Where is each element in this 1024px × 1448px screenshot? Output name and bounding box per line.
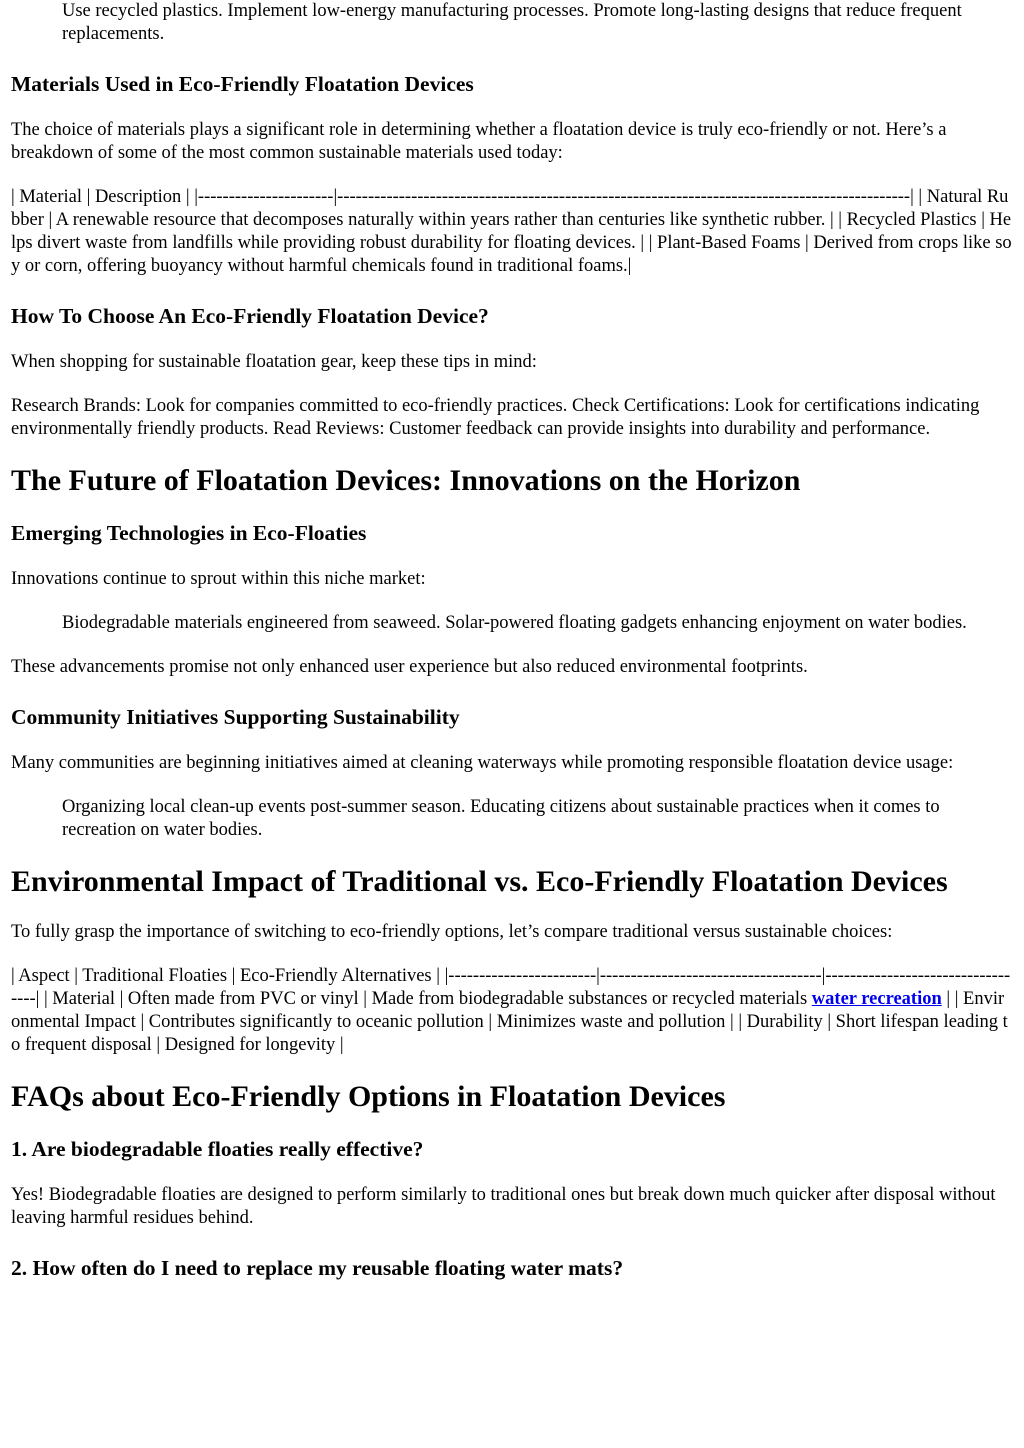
- materials-paragraph: The choice of materials plays a significant role in determining whether a floatation device is truly eco-friendly or not. Here’s a breakdown of some of the most common sustainable materials used today:: [11, 120, 947, 163]
- water-recreation-link[interactable]: water recreation: [811, 989, 942, 1009]
- faq-question-2: 2. How often do I need to replace my reusable floating water mats?: [11, 1256, 624, 1280]
- materials-heading: Materials Used in Eco-Friendly Floatation Devices: [11, 72, 474, 96]
- future-heading: The Future of Floatation Devices: Innovations on the Horizon: [11, 464, 801, 497]
- impact-heading: Environmental Impact of Traditional vs. Eco-Friendly Floatation Devices: [11, 865, 948, 898]
- faq-answer-1: Yes! Biodegradable floaties are designed to perform similarly to traditional ones but break down much quicker after disposal without leaving harmful residues behind.: [11, 1185, 996, 1228]
- faqs-heading: FAQs about Eco-Friendly Options in Floatation Devices: [11, 1080, 726, 1113]
- community-intro: Many communities are beginning initiatives aimed at cleaning waterways while promoting responsible floatation device usage:: [11, 753, 954, 773]
- emerging-list: Biodegradable materials engineered from seaweed. Solar-powered floating gadgets enhancing enjoyment on water bodies.: [62, 613, 967, 633]
- emerging-intro: Innovations continue to sprout within this niche market:: [11, 569, 426, 589]
- choose-intro: When shopping for sustainable floatation gear, keep these tips in mind:: [11, 352, 537, 372]
- emerging-outro: These advancements promise not only enhanced user experience but also reduced environmental footprints.: [11, 657, 808, 677]
- community-list: Organizing local clean-up events post-summer season. Educating citizens about sustainable practices when it comes to recreation on water bodies.: [62, 797, 940, 840]
- community-heading: Community Initiatives Supporting Sustainability: [11, 705, 460, 729]
- impact-table-text: [11, 965, 1013, 1057]
- faq-question-1: 1. Are biodegradable floaties really effective?: [11, 1137, 424, 1161]
- impact-table-before-link: | Aspect | Traditional Floaties | Eco-Friendly Alternatives | |------------------------|------------------------------------|----------------------------------| | Material | Often made from PVC or vinyl | Made from biodegradable substances or recycled materials: [11, 966, 1011, 1009]
- choose-tips: Research Brands: Look for companies committed to eco-friendly practices. Check Certifications: Look for certifications indicating environmentally friendly products. Read Reviews: Customer feedback can provide insights into durability and performance.: [11, 396, 980, 439]
- impact-table-after-link: | | Environmental Impact | Contributes significantly to oceanic pollution | Minimizes waste and pollution | | Durability | Short lifespan leading to frequent disposal | Designed for longevity |: [11, 989, 1008, 1055]
- choose-heading: How To Choose An Eco-Friendly Floatation Device?: [11, 304, 489, 328]
- materials-table-text: | Material | Description | |----------------------|---------------------------------------------------------------------------------------------| | Natural Rubber | A renewable resource that decomposes naturally within years rather than centuries like synthetic rubber. | | Recycled Plastics | Helps divert waste from landfills while providing robust durability for floating devices. | | Plant-Based Foams | Derived from crops like soy or corn, offering buoyancy without harmful chemicals found in traditional foams.|: [11, 187, 1012, 276]
- emerging-heading: Emerging Technologies in Eco-Floaties: [11, 521, 367, 545]
- impact-intro: To fully grasp the importance of switching to eco-friendly options, let’s compare traditional versus sustainable choices:: [11, 922, 893, 942]
- intro-list: Use recycled plastics. Implement low-energy manufacturing processes. Promote long-lasting designs that reduce frequent replacements.: [62, 1, 962, 44]
